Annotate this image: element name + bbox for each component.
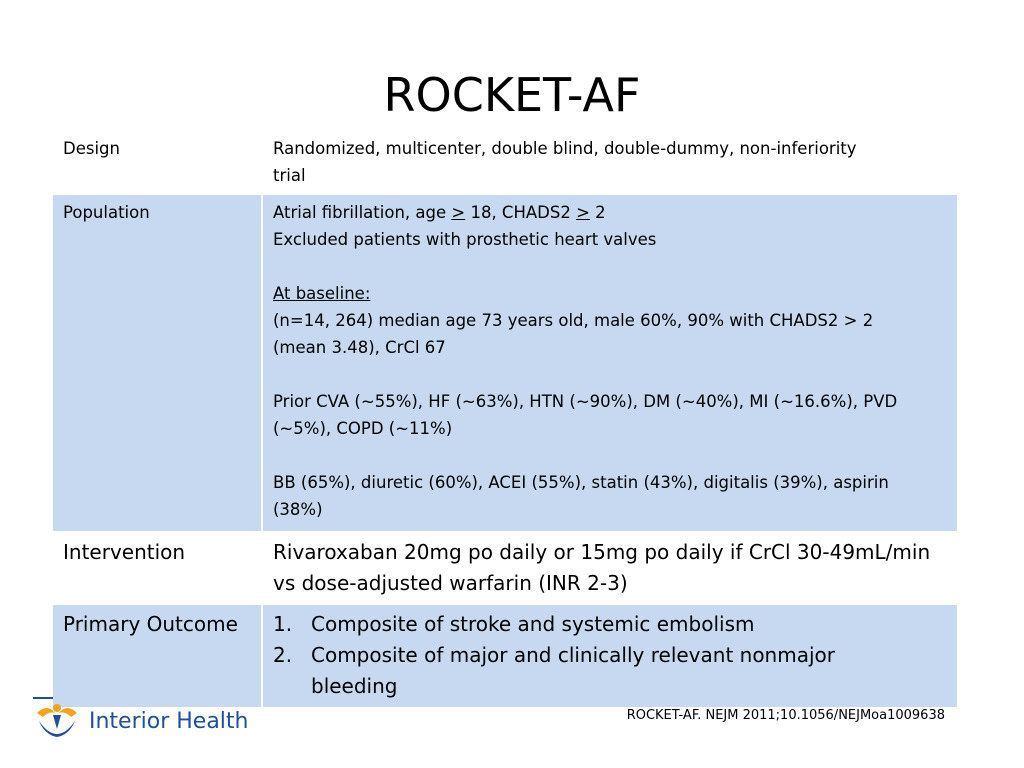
row-value-population <box>262 194 957 532</box>
meds-line-2: (38%) <box>273 500 323 519</box>
list-item <box>273 640 947 702</box>
row-value-design <box>262 131 957 194</box>
row-label-intervention: Intervention <box>53 532 262 604</box>
design-line-2: trial <box>273 166 306 185</box>
outcome-number: 1. <box>273 612 293 636</box>
meds-line-1: BB (65%), diuretic (60%), ACEI (55%), statin (43%), digitalis (39%), aspirin <box>273 473 889 492</box>
population-criteria-line-1 <box>273 199 947 226</box>
outcome-list <box>273 609 947 702</box>
row-label-design: Design <box>53 131 262 194</box>
citation: ROCKET-AF. NEJM 2011;10.1056/NEJMoa1009638 <box>626 708 945 723</box>
greater-equal-symbol-2: > <box>576 203 590 222</box>
interior-health-logo-icon <box>33 699 81 743</box>
outcome-text: Composite of stroke and systemic embolism <box>311 612 755 636</box>
row-value-primary-outcome <box>262 604 957 707</box>
row-label-primary-outcome: Primary Outcome <box>53 604 262 707</box>
slide-title: ROCKET-AF <box>383 68 641 122</box>
population-criteria-line-2: Excluded patients with prosthetic heart valves <box>273 230 657 249</box>
criteria-text-b: 18, CHADS2 <box>465 203 577 222</box>
design-line-1: Randomized, multicenter, double blind, double-dummy, non-inferiority <box>273 139 857 158</box>
baseline-heading: At baseline: <box>273 284 371 303</box>
table-row-intervention <box>53 532 957 604</box>
greater-equal-symbol-1: > <box>451 203 466 222</box>
baseline-line-2: (mean 3.48), CrCl 67 <box>273 338 446 357</box>
row-value-intervention <box>262 532 957 604</box>
history-line-2: (~5%), COPD (~11%) <box>273 419 453 438</box>
interior-health-logo <box>33 697 263 745</box>
baseline-line-1: (n=14, 264) median age 73 years old, male 60%, 90% with CHADS2 > 2 <box>273 311 874 330</box>
table-row-population <box>53 194 957 532</box>
table-row-primary-outcome <box>53 604 957 707</box>
intervention-line-2: vs dose-adjusted warfarin (INR 2-3) <box>273 571 628 595</box>
intervention-line-1: Rivaroxaban 20mg po daily or 15mg po daily if CrCl 30-49mL/min <box>273 540 931 564</box>
outcome-text: bleeding <box>311 674 398 698</box>
outcome-text: Composite of major and clinically relevant nonmajor <box>311 643 835 667</box>
criteria-text-a: Atrial fibrillation, age <box>273 203 452 222</box>
criteria-text-c: 2 <box>589 203 606 222</box>
history-line-1: Prior CVA (~55%), HF (~63%), HTN (~90%), DM (~40%), MI (~16.6%), PVD <box>273 392 898 411</box>
table-row-design <box>53 131 957 194</box>
list-item <box>273 609 947 640</box>
study-summary-table <box>53 131 957 707</box>
row-label-population: Population <box>53 194 262 532</box>
outcome-number: 2. <box>273 643 293 667</box>
logo-text: Interior Health <box>89 708 249 734</box>
